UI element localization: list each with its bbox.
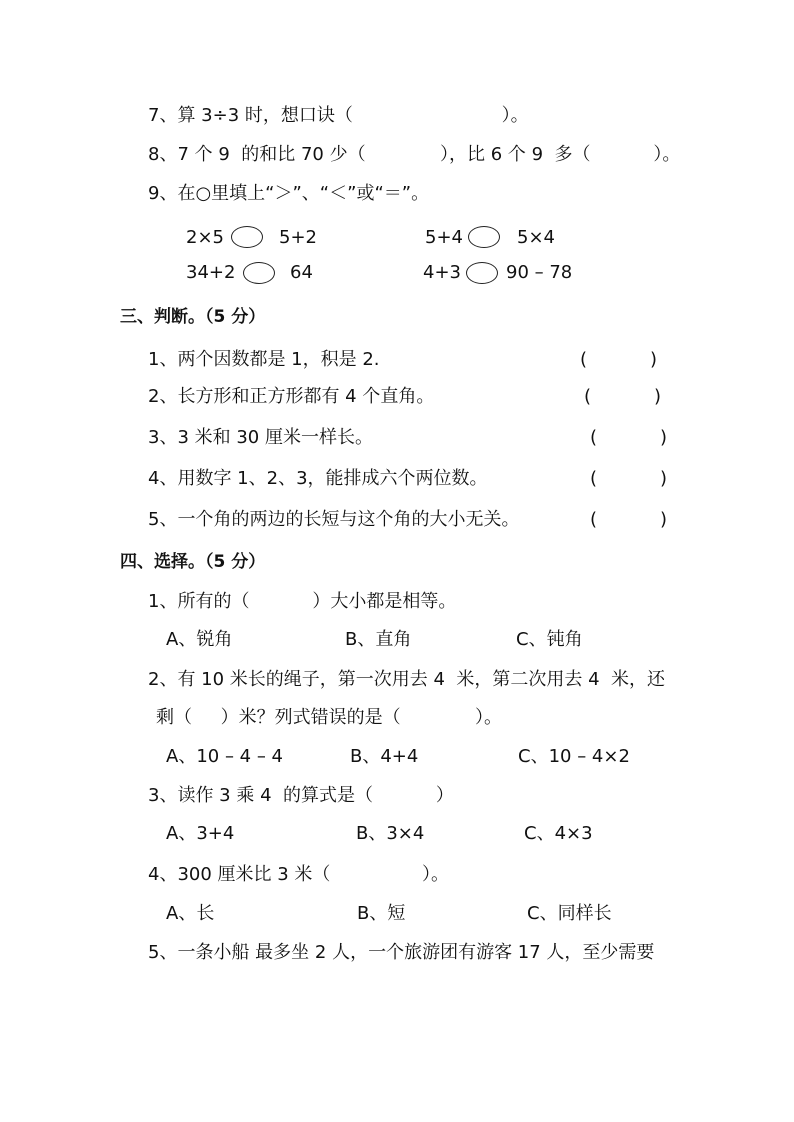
choice-q2-option-b[interactable]: B、4+4	[350, 746, 419, 767]
question-7: 7、算 3÷3 时，想口诀（ ）。	[148, 105, 529, 126]
judge-bracket-2[interactable]: ( )	[584, 386, 661, 407]
choice-q1-option-b[interactable]: B、直角	[345, 629, 412, 650]
choice-q1-option-c[interactable]: C、钝角	[516, 629, 583, 650]
question-8: 8、7 个 9 的和比 70 少（ ），比 6 个 9 多（ ）。	[148, 144, 681, 165]
question-9: 9、在○里填上“＞”、“＜”或“＝”。	[148, 183, 430, 204]
choice-q4-option-b[interactable]: B、短	[357, 903, 406, 924]
judge-item-3: 3、3 米和 30 厘米一样长。	[148, 427, 373, 448]
choice-q3-option-a[interactable]: A、3+4	[166, 823, 235, 844]
choice-q2-option-c[interactable]: C、10 – 4×2	[518, 746, 630, 767]
choice-q5-stem: 5、一条小船 最多坐 2 人，一个旅游团有游客 17 人，至少需要	[148, 942, 655, 963]
choice-q4-option-c[interactable]: C、同样长	[527, 903, 612, 924]
choice-q1-stem: 1、所有的（ ）大小都是相等。	[148, 591, 457, 612]
judge-item-4: 4、用数字 1、2、3，能排成六个两位数。	[148, 468, 488, 489]
compare-left-3: 34+2	[186, 262, 236, 283]
choice-q2-stem-line1: 2、有 10 米长的绳子，第一次用去 4 米，第二次用去 4 米，还	[148, 669, 666, 690]
compare-left-4: 4+3	[423, 262, 461, 283]
choice-q4-stem: 4、300 厘米比 3 米（ ）。	[148, 864, 449, 885]
compare-left-2: 5+4	[425, 227, 463, 248]
compare-right-2: 5×4	[517, 227, 555, 248]
choice-q2-option-a[interactable]: A、10 – 4 – 4	[166, 746, 284, 767]
choice-q1-option-a[interactable]: A、锐角	[166, 629, 233, 650]
compare-left-1: 2×5	[186, 227, 224, 248]
compare-circle-1[interactable]	[231, 226, 263, 248]
judge-bracket-4[interactable]: ( )	[590, 468, 667, 489]
compare-right-1: 5+2	[279, 227, 317, 248]
section-heading-judgement: 三、判断。（5 分）	[120, 307, 266, 327]
choice-q4-option-a[interactable]: A、长	[166, 903, 215, 924]
compare-circle-4[interactable]	[466, 262, 498, 284]
judge-item-1: 1、两个因数都是 1，积是 2.	[148, 349, 380, 370]
compare-right-3: 64	[290, 262, 313, 283]
choice-q3-option-c[interactable]: C、4×3	[524, 823, 593, 844]
choice-q3-option-b[interactable]: B、3×4	[356, 823, 425, 844]
section-heading-choice: 四、选择。（5 分）	[120, 552, 266, 572]
choice-q3-stem: 3、读作 3 乘 4 的算式是（ ）	[148, 785, 454, 806]
judge-bracket-1[interactable]: ( )	[580, 349, 657, 370]
choice-q2-stem-line2: 剩（ ）米？列式错误的是（ ）。	[156, 707, 502, 728]
compare-circle-2[interactable]	[468, 226, 500, 248]
compare-circle-3[interactable]	[243, 262, 275, 284]
judge-bracket-3[interactable]: ( )	[590, 427, 667, 448]
judge-bracket-5[interactable]: ( )	[590, 509, 667, 530]
judge-item-5: 5、一个角的两边的长短与这个角的大小无关。	[148, 509, 520, 530]
compare-right-4: 90 – 78	[506, 262, 573, 283]
judge-item-2: 2、长方形和正方形都有 4 个直角。	[148, 386, 435, 407]
